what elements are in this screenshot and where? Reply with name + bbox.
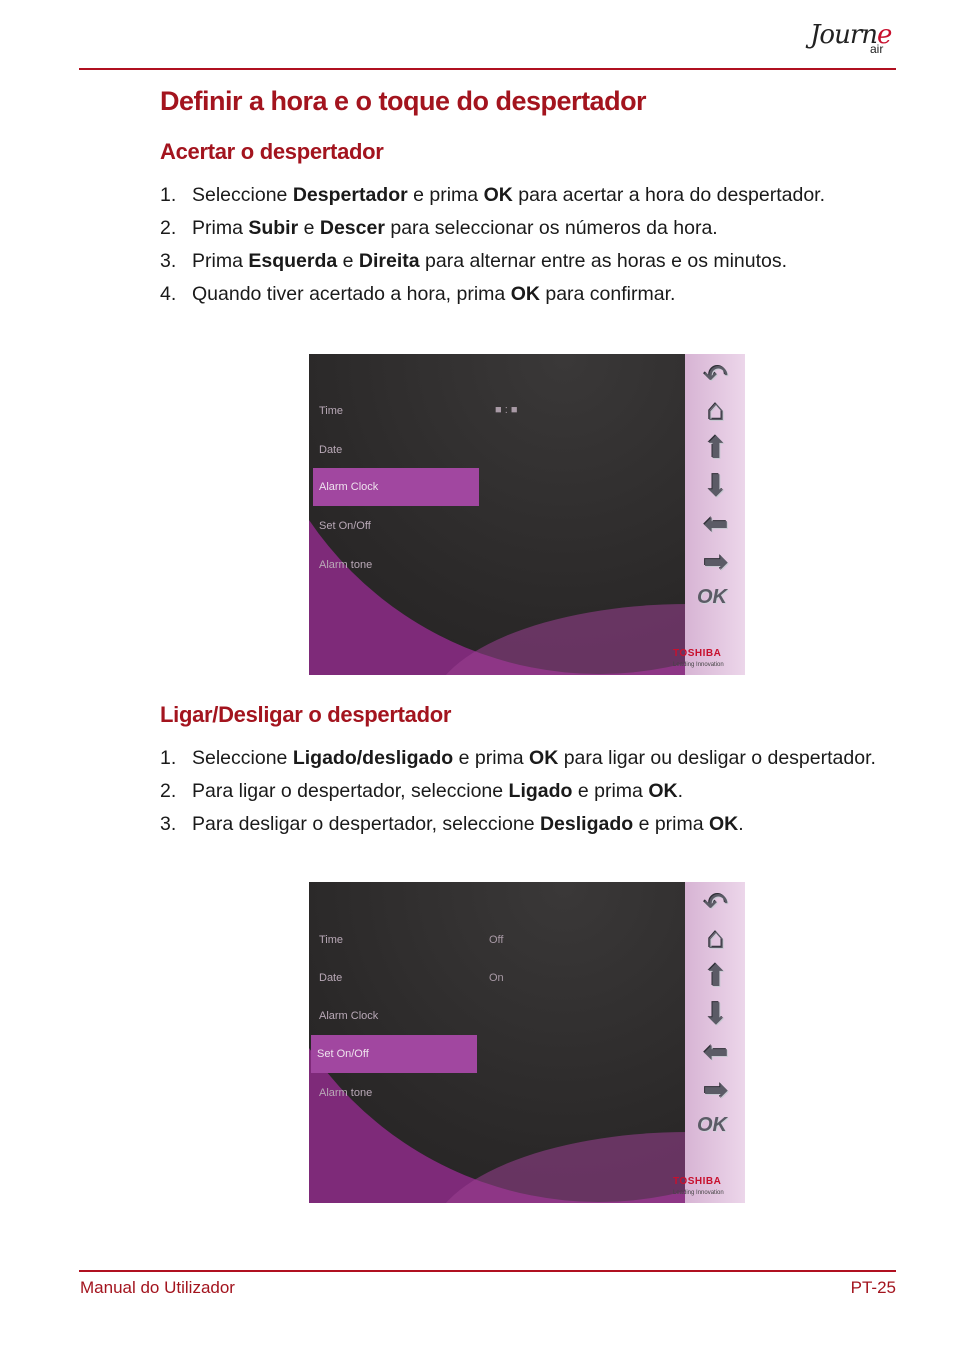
list-item: 1. Seleccione Despertador e prima OK para acertar a hora do despertador. bbox=[160, 184, 826, 206]
list-item: 4. Quando tiver acertado a hora, prima OK para confirmar. bbox=[160, 283, 676, 305]
footer-manual-title: Manual do Utilizador bbox=[80, 1278, 235, 1297]
tagline: Leading Innovation bbox=[673, 1190, 724, 1196]
section-heading-alarm-toggle: Ligar/Desligar o despertador bbox=[160, 702, 452, 727]
section-heading-alarm-set: Acertar o despertador bbox=[160, 139, 384, 164]
menu-item-set-on-off-selected: Set On/Off bbox=[311, 1035, 477, 1073]
menu-item-date: Date bbox=[319, 444, 343, 456]
alarm-toggle-steps bbox=[160, 746, 880, 845]
page-number: PT-25 bbox=[850, 1278, 896, 1297]
list-item: 3. Para desligar o despertador, seleccione Desligado e prima OK. bbox=[160, 813, 744, 835]
down-arrow-icon: ⬇ bbox=[703, 470, 729, 503]
device-screenshot-alarm-clock bbox=[309, 354, 745, 675]
tagline: Leading Innovation bbox=[673, 662, 724, 668]
menu-item-time: Time bbox=[319, 405, 344, 417]
right-arrow-icon: ➡ bbox=[703, 546, 729, 579]
menu-item-alarm-tone: Alarm tone bbox=[319, 1087, 373, 1099]
page-title: Definir a hora e o toque do despertador bbox=[160, 86, 647, 116]
ok-button-label: OK bbox=[697, 586, 727, 608]
header-rule bbox=[79, 68, 896, 70]
home-icon: ⌂ bbox=[706, 394, 726, 427]
up-arrow-icon: ⬆ bbox=[703, 432, 729, 465]
right-arrow-icon: ➡ bbox=[703, 1074, 729, 1107]
ok-button-label: OK bbox=[697, 1114, 727, 1136]
toshiba-logo: TOSHIBA bbox=[673, 1176, 722, 1187]
down-arrow-icon: ⬇ bbox=[703, 998, 729, 1031]
alarm-set-steps bbox=[160, 183, 880, 315]
option-on: On bbox=[489, 972, 504, 984]
list-item: 2. Para ligar o despertador, seleccione Ligado e prima OK. bbox=[160, 780, 683, 802]
menu-item-alarm-clock-selected: Alarm Clock bbox=[313, 468, 479, 506]
up-arrow-icon: ⬆ bbox=[703, 960, 729, 993]
footer-rule bbox=[79, 1270, 896, 1272]
device-screenshot-set-on-off bbox=[309, 882, 745, 1203]
menu-item-alarm-clock: Alarm Clock bbox=[319, 1010, 379, 1022]
menu-item-time: Time bbox=[319, 934, 344, 946]
list-item: 2. Prima Subir e Descer para seleccionar os números da hora. bbox=[160, 217, 718, 239]
left-arrow-icon: ⬅ bbox=[703, 508, 729, 541]
back-arrow-icon: ↶ bbox=[703, 360, 729, 393]
time-value: ■ : ■ bbox=[495, 404, 518, 416]
left-arrow-icon: ⬅ bbox=[703, 1036, 729, 1069]
menu-item-set-on-off: Set On/Off bbox=[319, 520, 371, 532]
option-off: Off bbox=[489, 934, 504, 946]
list-item: 3. Prima Esquerda e Direita para alternar entre as horas e os minutos. bbox=[160, 250, 788, 272]
logo-air: air bbox=[870, 42, 884, 56]
journe-air-logo bbox=[806, 14, 898, 66]
list-item: 1. Seleccione Ligado/desligado e prima OK para ligar ou desligar o despertador. bbox=[160, 747, 876, 769]
toshiba-logo: TOSHIBA bbox=[673, 648, 722, 659]
logo-script: Journe bbox=[810, 20, 892, 50]
back-arrow-icon: ↶ bbox=[703, 888, 729, 921]
menu-item-alarm-tone: Alarm tone bbox=[319, 559, 373, 571]
home-icon: ⌂ bbox=[706, 922, 726, 955]
menu-item-date: Date bbox=[319, 972, 343, 984]
